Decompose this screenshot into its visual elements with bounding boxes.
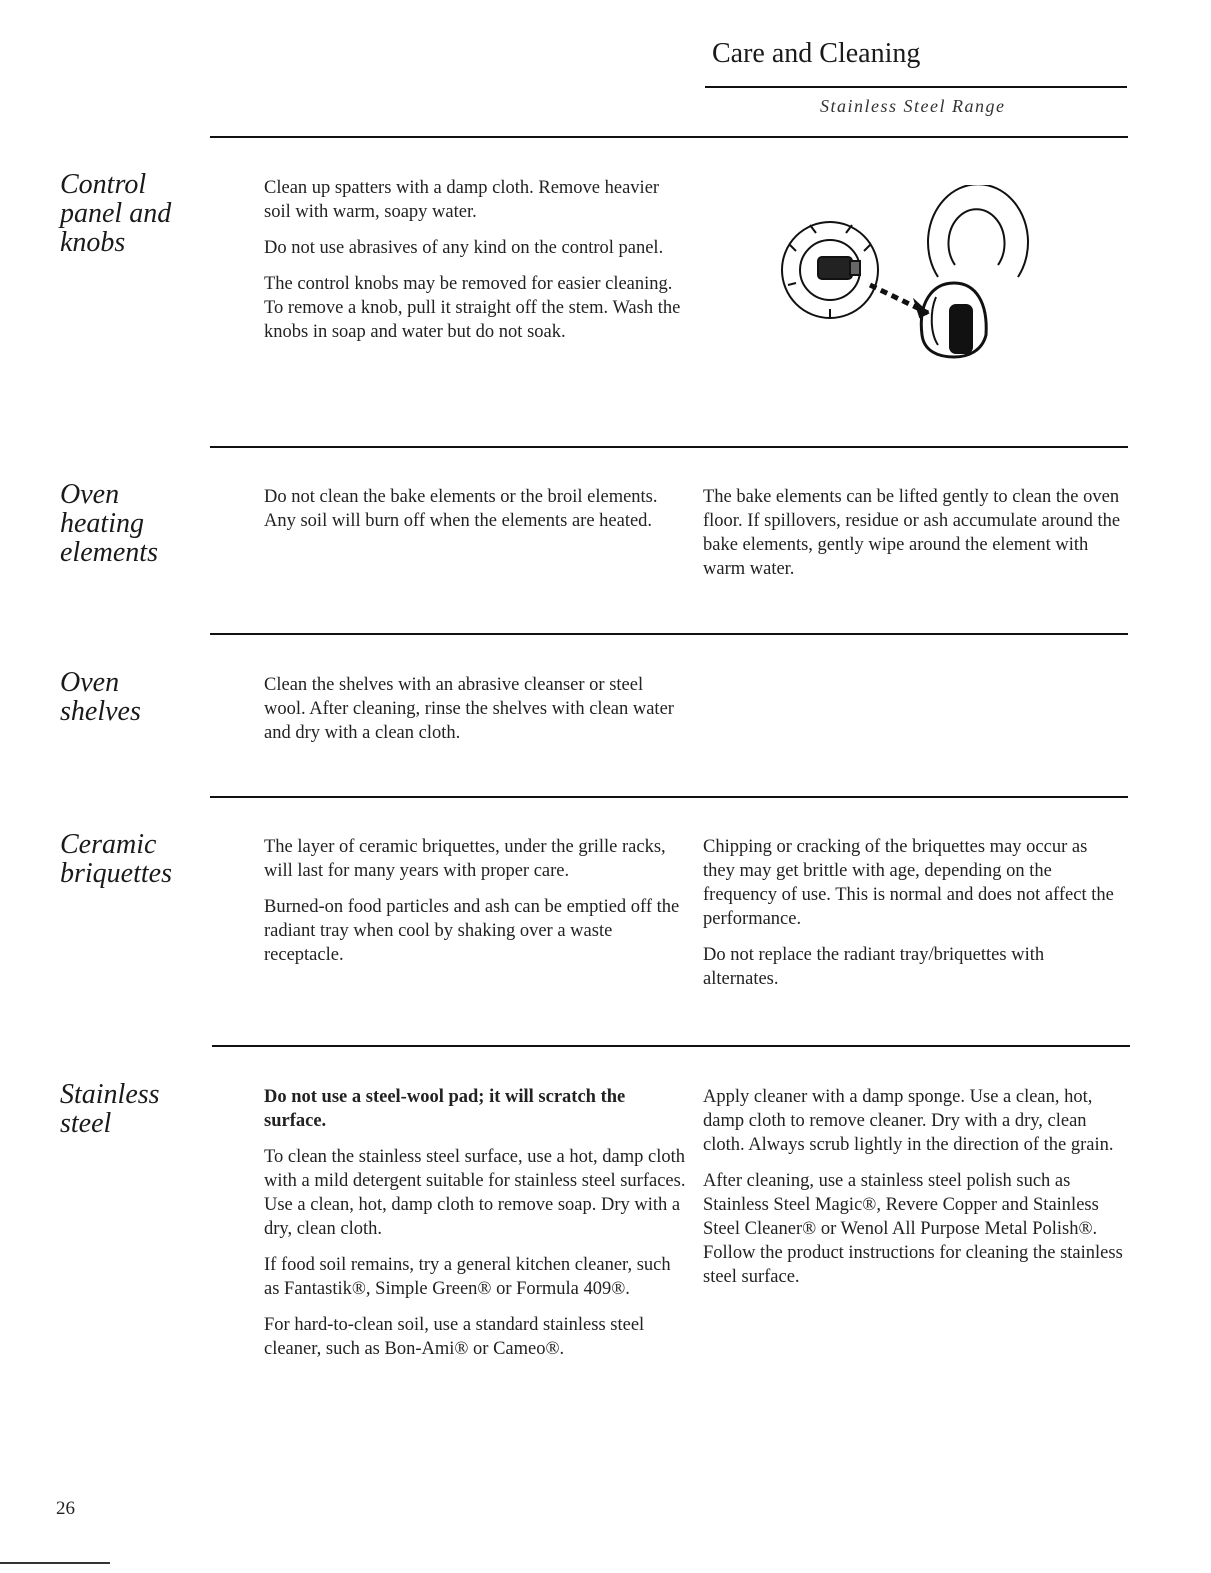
paragraph: The layer of ceramic briquettes, under the grille racks, will last for many years with proper care. [264,837,666,881]
paragraph: Do not replace the radiant tray/briquettes with alternates. [703,945,1045,989]
header-divider [705,86,1127,88]
heating-elements-text-right [703,485,1123,593]
control-knob-removal-illustration [770,185,1050,375]
briquettes-text-right [703,835,1123,1003]
warning-text: Do not use a steel-wool pad; it will scratch the surface. [264,1087,626,1131]
paragraph: The bake elements can be lifted gently to clean the oven floor. If spillovers, residue or ash accumulate around the bake elements, gently wipe around the element with warm water. [703,487,1121,579]
paragraph: Do not clean the bake elements or the broil elements. Any soil will burn off when the elements are heated. [264,487,658,531]
page-header-subtitle: Stainless Steel Range [820,96,1006,116]
paragraph: The control knobs may be removed for easier cleaning. To remove a knob, pull it straight off the stem. Wash the knobs in soap and water but do not soak. [264,274,681,342]
section-title-shelves: Oven shelves [60,667,141,727]
page-header-title: Care and Cleaning [712,38,921,69]
heating-elements-text-left [264,485,689,545]
control-panel-text [264,176,689,356]
section-divider [210,446,1128,448]
stainless-text-left [264,1085,689,1373]
paragraph: If food soil remains, try a general kitchen cleaner, such as Fantastik®, Simple Green® or Formula 409®. [264,1255,671,1299]
section-divider [210,796,1128,798]
section-title-control-panel: Control panel and knobs [60,169,172,258]
briquettes-text-left [264,835,689,979]
paragraph: For hard-to-clean soil, use a standard stainless steel cleaner, such as Bon-Ami® or Cameo®. [264,1315,645,1359]
paragraph: Clean up spatters with a damp cloth. Remove heavier soil with warm, soapy water. [264,178,660,222]
stainless-text-right [703,1085,1123,1301]
paragraph: Apply cleaner with a damp sponge. Use a clean, hot, damp cloth to remove cleaner. Dry with a dry, clean cloth. Always scrub lightly in the direction of the grain. [703,1087,1114,1155]
paragraph: After cleaning, use a stainless steel polish such as Stainless Steel Magic®, Revere Copper and Stainless Steel Cleaner® or Wenol All Purpose Metal Polish®. Follow the product instructions for cleaning the stainless steel surface. [703,1171,1123,1287]
paragraph: Burned-on food particles and ash can be emptied off the radiant tray when cool by shaking over a waste receptacle. [264,897,680,965]
paragraph: Clean the shelves with an abrasive cleanser or steel wool. After cleaning, rinse the shelves with clean water and dry with a clean cloth. [264,675,674,743]
paragraph: To clean the stainless steel surface, use a hot, damp cloth with a mild detergent suitable for stainless steel surfaces. Use a clean, hot, damp cloth to remove soap. Dry with a dry, clean cloth. [264,1147,686,1239]
section-divider [212,1045,1130,1047]
footer-mark [0,1562,110,1564]
section-title-stainless-steel: Stainless steel [60,1079,160,1139]
section-title-heating-elements: Oven heating elements [60,479,158,568]
section-title-briquettes: Ceramic briquettes [60,829,172,889]
page-number: 26 [56,1498,75,1519]
paragraph: Chipping or cracking of the briquettes may occur as they may get brittle with age, depending on the frequency of use. This is normal and does not affect the performance. [703,837,1114,929]
section-divider [210,633,1128,635]
paragraph: Do not use abrasives of any kind on the control panel. [264,238,664,258]
shelves-text [264,673,689,757]
section-divider [210,136,1128,138]
